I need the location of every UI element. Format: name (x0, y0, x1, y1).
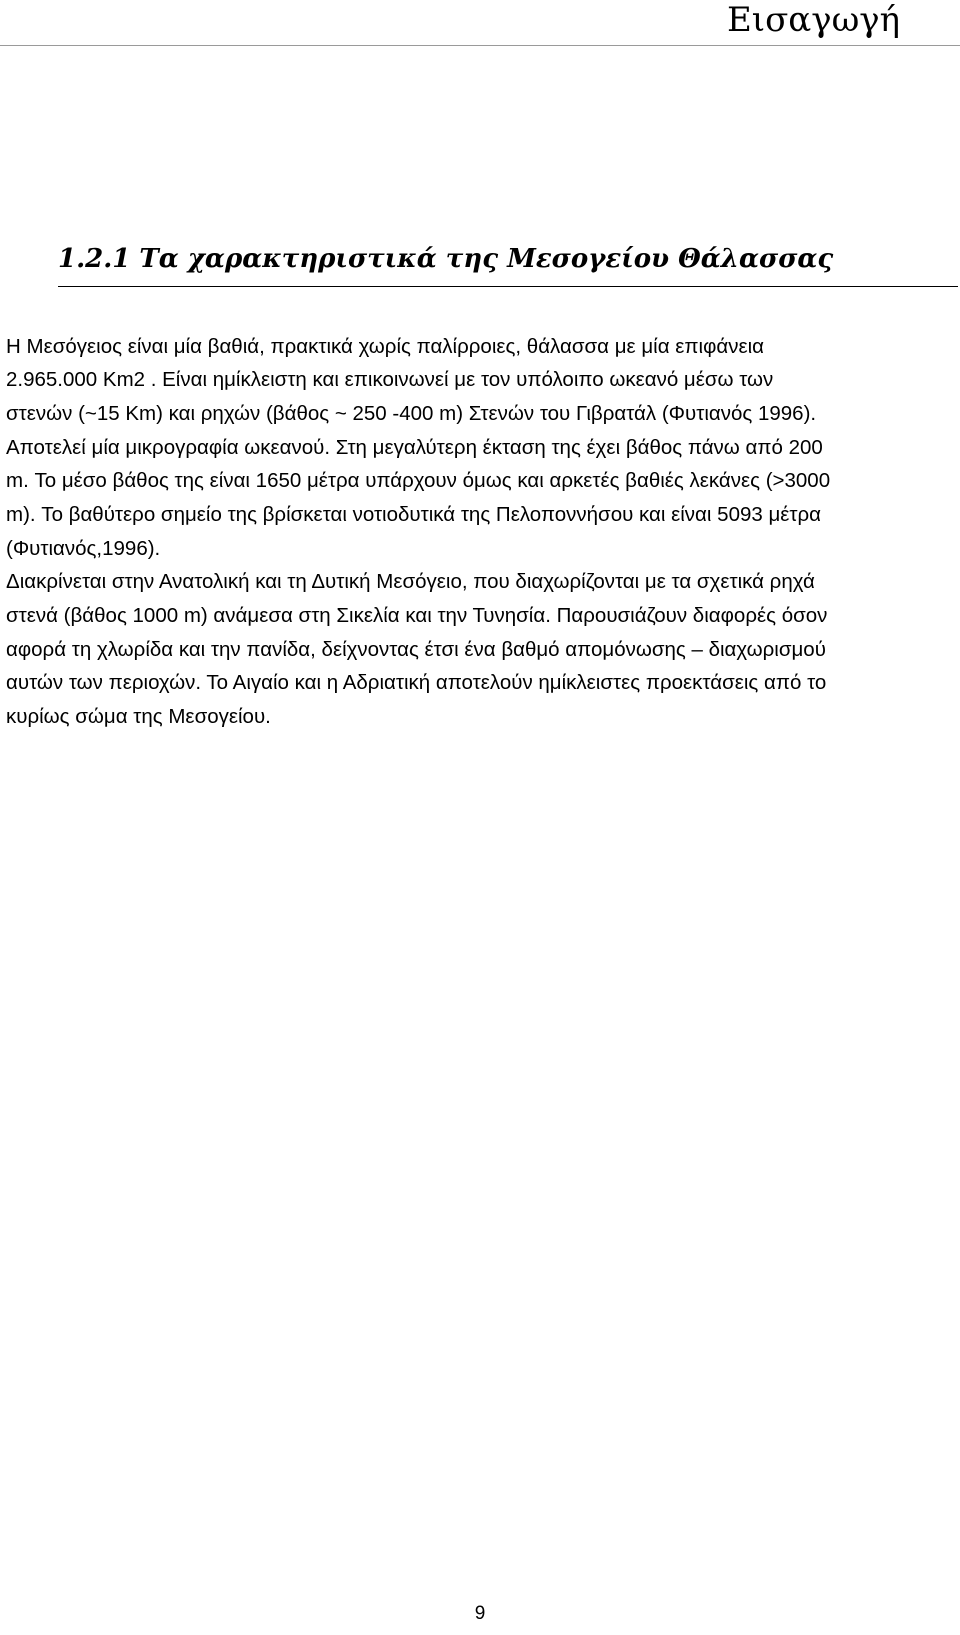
body-line: (Φυτιανός,1996). (6, 537, 161, 560)
body-line: Αποτελεί μία μικρογραφία ωκεανού. Στη μεγαλύτερη έκταση της έχει βάθος πάνω από 200 (6, 436, 823, 459)
page-header-title: Εισαγωγή (726, 0, 900, 40)
body-line: κυρίως σώμα της Μεσογείου. (6, 705, 271, 728)
section-heading: 1.2.1 Τα χαρακτηριστικά της Μεσογείου Θάλασσας (58, 244, 834, 274)
section-heading-underline (58, 286, 958, 287)
page-number: 9 (474, 1603, 486, 1624)
body-line: Η Μεσόγειος είναι μία βαθιά, πρακτικά χωρίς παλίρροιες, θάλασσα με μία επιφάνεια (6, 335, 765, 358)
body-line: στενών (~15 Km) και ρηχών (βάθος ~ 250 -400 m) Στενών του Γιβρατάλ (Φυτιανός 1996). (6, 402, 817, 425)
body-line: αυτών των περιοχών. Το Αιγαίο και η Αδριατική αποτελούν ημίκλειστες προεκτάσεις από το (6, 671, 827, 694)
body-line: m. Το μέσο βάθος της είναι 1650 μέτρα υπάρχουν όμως και αρκετές βαθιές λεκάνες (>3000 (6, 469, 831, 492)
body-line: στενά (βάθος 1000 m) ανάμεσα στη Σικελία και την Τυνησία. Παρουσιάζουν διαφορές όσον (6, 604, 828, 627)
body-line: 2.965.000 Km2 . Είναι ημίκλειστη και επικοινωνεί με τον υπόλοιπο ωκεανό μέσω των (6, 368, 774, 391)
body-line: αφορά τη χλωρίδα και την πανίδα, δείχνοντας έτσι ένα βαθμό απομόνωσης – διαχωρισμού (6, 638, 826, 661)
header-divider (0, 45, 960, 46)
body-line: m). Το βαθύτερο σημείο της βρίσκεται νοτιοδυτικά της Πελοποννήσου και είναι 5093 μέτρα (6, 503, 822, 526)
body-line: Διακρίνεται στην Ανατολική και τη Δυτική Μεσόγειο, που διαχωρίζονται με τα σχετικά ρηχά (6, 570, 815, 593)
